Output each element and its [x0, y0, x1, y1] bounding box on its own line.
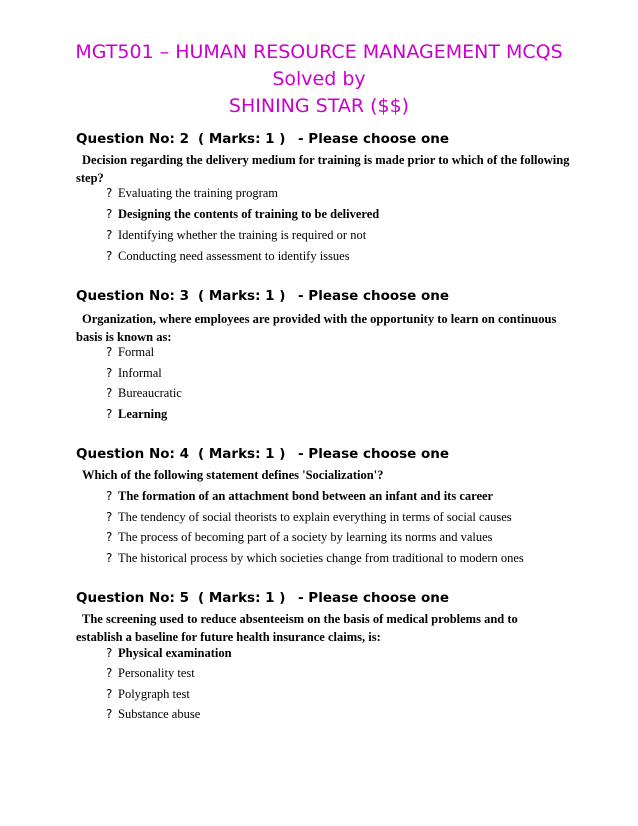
question-instruction: - Please choose one	[298, 590, 450, 606]
question-instruction: - Please choose one	[298, 446, 450, 462]
option-bullet-icon: ?	[106, 407, 113, 421]
option-label: Evaluating the training program	[118, 186, 279, 200]
answer-option[interactable]	[106, 685, 190, 703]
option-bullet-icon: ?	[106, 386, 113, 400]
option-bullet-icon: ?	[106, 510, 113, 524]
option-bullet-icon: ?	[106, 530, 113, 544]
answer-option[interactable]	[106, 528, 493, 546]
answer-option[interactable]	[106, 664, 195, 682]
question-number: Question No: 5	[76, 590, 190, 606]
answer-option-correct[interactable]	[106, 487, 493, 505]
option-label: Personality test	[118, 666, 195, 680]
option-label: Bureaucratic	[118, 386, 182, 400]
option-bullet-icon: ?	[106, 366, 113, 380]
question-text: Which of the following statement defines 'Socialization'?	[82, 468, 384, 482]
answer-option[interactable]	[106, 705, 200, 723]
document-title: MGT501 – HUMAN RESOURCE MANAGEMENT MCQS	[75, 41, 563, 63]
document-subtitle: Solved by	[272, 68, 366, 90]
question-marks: ( Marks: 1 )	[198, 131, 286, 147]
answer-option[interactable]	[106, 184, 278, 202]
answer-option-correct[interactable]	[106, 405, 167, 423]
option-label: The formation of an attachment bond between an infant and its career	[118, 489, 494, 503]
option-label: Physical examination	[118, 646, 232, 660]
question-marks: ( Marks: 1 )	[198, 590, 286, 606]
option-label: Polygraph test	[118, 687, 190, 701]
option-label: Conducting need assessment to identify issues	[118, 249, 350, 263]
question-number: Question No: 4	[76, 446, 190, 462]
question-instruction: - Please choose one	[298, 131, 450, 147]
option-label: Designing the contents of training to be delivered	[118, 207, 380, 221]
question-instruction: - Please choose one	[298, 288, 450, 304]
question-text: Organization, where employees are provided with the opportunity to learn on continuous basis is known as:	[76, 312, 557, 344]
answer-option[interactable]	[106, 343, 154, 361]
question-number: Question No: 3	[76, 288, 190, 304]
option-bullet-icon: ?	[106, 666, 113, 680]
answer-option[interactable]	[106, 384, 182, 402]
option-bullet-icon: ?	[106, 646, 113, 660]
option-bullet-icon: ?	[106, 489, 113, 503]
answer-option-correct[interactable]	[106, 644, 232, 662]
question-marks: ( Marks: 1 )	[198, 446, 286, 462]
option-label: The historical process by which societies change from traditional to modern ones	[118, 551, 524, 565]
option-label: The process of becoming part of a society by learning its norms and values	[118, 530, 493, 544]
option-label: Identifying whether the training is required or not	[118, 228, 367, 242]
option-bullet-icon: ?	[106, 207, 113, 221]
option-bullet-icon: ?	[106, 707, 113, 721]
answer-option[interactable]	[106, 247, 350, 265]
question-number: Question No: 2	[76, 131, 190, 147]
option-label: The tendency of social theorists to explain everything in terms of social causes	[118, 510, 512, 524]
question-text: Decision regarding the delivery medium for training is made prior to which of the following step?	[76, 153, 570, 185]
option-label: Substance abuse	[118, 707, 201, 721]
answer-option[interactable]	[106, 226, 366, 244]
answer-option[interactable]	[106, 549, 524, 567]
answer-option-correct[interactable]	[106, 205, 379, 223]
option-bullet-icon: ?	[106, 551, 113, 565]
answer-option[interactable]	[106, 364, 162, 382]
option-bullet-icon: ?	[106, 186, 113, 200]
option-label: Informal	[118, 366, 162, 380]
option-bullet-icon: ?	[106, 687, 113, 701]
option-bullet-icon: ?	[106, 345, 113, 359]
option-bullet-icon: ?	[106, 228, 113, 242]
option-label: Learning	[118, 407, 168, 421]
question-marks: ( Marks: 1 )	[198, 288, 286, 304]
document-author: SHINING STAR ($$)	[228, 95, 410, 117]
answer-option[interactable]	[106, 508, 512, 526]
option-label: Formal	[118, 345, 155, 359]
question-text: The screening used to reduce absenteeism on the basis of medical problems and to establish a baseline for future health insurance claims, is:	[76, 612, 518, 644]
option-bullet-icon: ?	[106, 249, 113, 263]
